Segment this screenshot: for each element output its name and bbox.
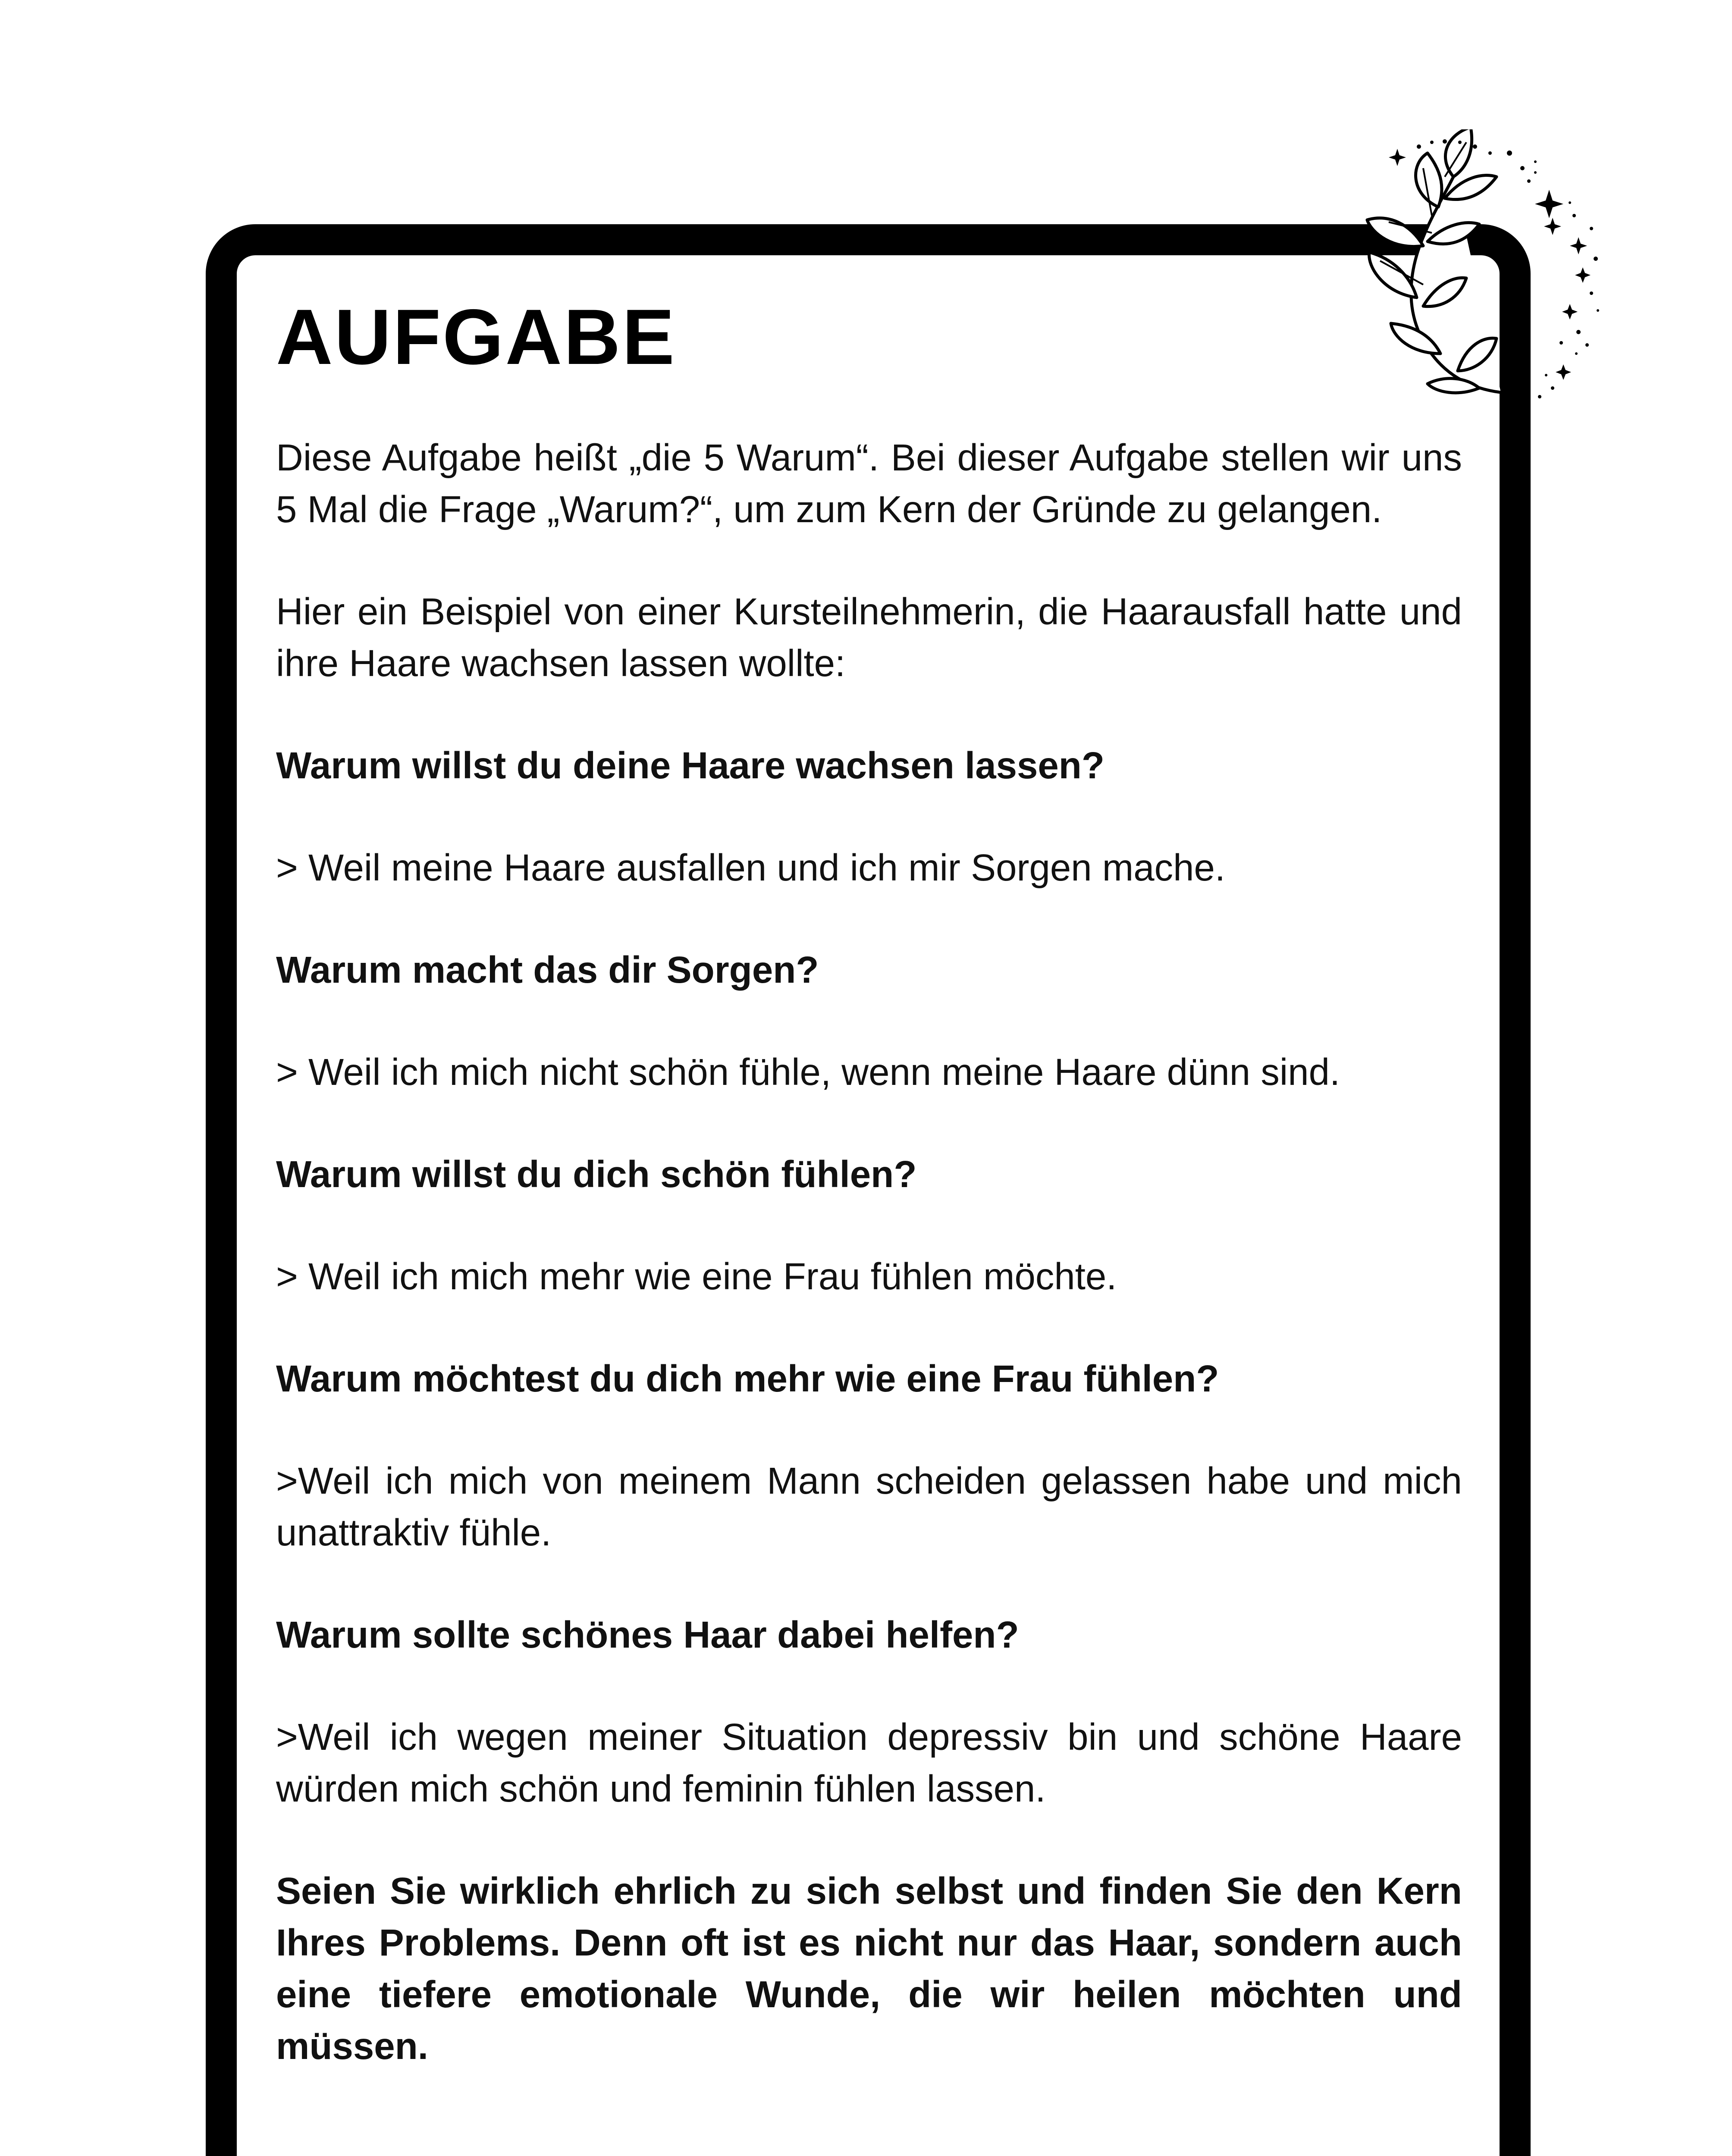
task-content — [276, 293, 1462, 2072]
question-1: Warum willst du deine Haare wachsen lassen? — [276, 745, 1105, 787]
answer-4: >Weil ich mich von meinem Mann scheiden gelassen habe und mich unattraktiv fühle. — [276, 1460, 1462, 1554]
answer-3: > Weil ich mich mehr wie eine Frau fühlen möchte. — [276, 1256, 1117, 1297]
question-2: Warum macht das dir Sorgen? — [276, 949, 819, 991]
answer-2: > Weil ich mich nicht schön fühle, wenn meine Haare dünn sind. — [276, 1051, 1340, 1093]
example-intro-paragraph: Hier ein Beispiel von einer Kursteilnehmerin, die Haarausfall hatte und ihre Haare wachsen lassen wollte: — [276, 591, 1462, 684]
answer-5: >Weil ich wegen meiner Situation depressiv bin und schöne Haare würden mich schön und feminin fühlen lassen. — [276, 1716, 1462, 1810]
task-heading: AUFGABE — [276, 293, 676, 381]
question-4: Warum möchtest du dich mehr wie eine Frau fühlen? — [276, 1358, 1219, 1400]
question-3: Warum willst du dich schön fühlen? — [276, 1153, 917, 1195]
question-5: Warum sollte schönes Haar dabei helfen? — [276, 1614, 1019, 1656]
intro-paragraph: Diese Aufgabe heißt „die 5 Warum“. Bei dieser Aufgabe stellen wir uns 5 Mal die Frage „Warum?“, um zum Kern der Gründe zu gelangen. — [276, 437, 1462, 530]
answer-1: > Weil meine Haare ausfallen und ich mir Sorgen mache. — [276, 847, 1226, 889]
closing-paragraph: Seien Sie wirklich ehrlich zu sich selbst und finden Sie den Kern Ihres Problems. Denn oft ist es nicht nur das Haar, sondern auch eine tiefere emotionale Wunde, die wir heilen möchten und müssen. — [276, 1870, 1462, 2067]
